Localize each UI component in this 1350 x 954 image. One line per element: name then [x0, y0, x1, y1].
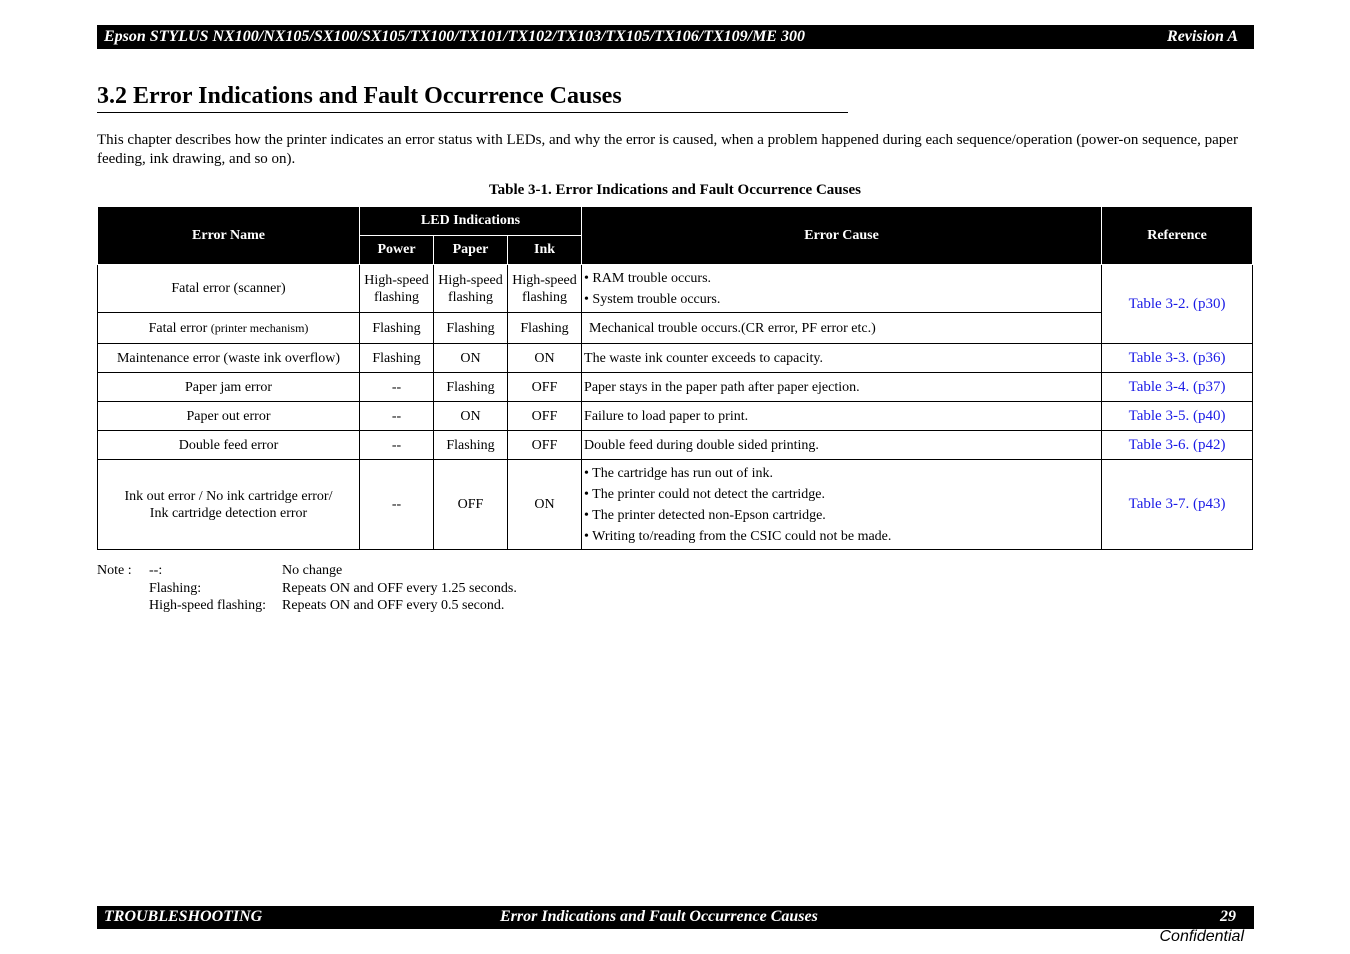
- cell-ink: ON: [508, 460, 582, 550]
- table-caption: Table 3-1. Error Indications and Fault Occurrence Causes: [489, 182, 861, 198]
- cell-ink: OFF: [508, 373, 582, 402]
- note-term: --:: [149, 563, 163, 578]
- header-error-name: Error Name: [98, 207, 360, 265]
- cause-line: • The cartridge has run out of ink.: [584, 465, 773, 481]
- cell-error-cause: Paper stays in the paper path after paper ejection.: [582, 373, 1102, 402]
- cell-error-name: Maintenance error (waste ink overflow): [98, 344, 360, 373]
- header-paper: Paper: [434, 236, 508, 265]
- reference-link[interactable]: Table 3-6. (p42): [1102, 431, 1253, 460]
- note-desc: Repeats ON and OFF every 1.25 seconds.: [282, 580, 517, 596]
- cell-power: Flashing: [360, 344, 434, 373]
- cell-error-cause: The waste ink counter exceeds to capacity.: [582, 344, 1102, 373]
- table-row: [98, 431, 1253, 460]
- cell-ink: ON: [508, 344, 582, 373]
- reference-link[interactable]: Table 3-2. (p30): [1102, 265, 1253, 344]
- cell-paper: ON: [434, 344, 508, 373]
- cell-error-name: [98, 460, 360, 550]
- cell-error-cause: Mechanical trouble occurs.(CR error, PF error etc.): [582, 313, 1102, 344]
- footer-section: Error Indications and Fault Occurrence Causes: [500, 908, 818, 925]
- page-header: [97, 25, 1254, 49]
- note-block: [97, 562, 517, 615]
- note-desc: No change: [282, 563, 343, 578]
- cell-power: --: [360, 431, 434, 460]
- cause-line: • RAM trouble occurs.: [584, 270, 712, 286]
- cell-error-name: Paper jam error: [98, 373, 360, 402]
- note-label: Note :: [97, 563, 132, 578]
- table-row: [98, 373, 1253, 402]
- header-ink: Ink: [508, 236, 582, 265]
- header-reference: Reference: [1102, 207, 1253, 265]
- cell-paper: High-speed flashing: [434, 265, 508, 313]
- cell-paper: Flashing: [434, 431, 508, 460]
- error-name-main: Fatal error: [148, 320, 211, 336]
- cell-paper: ON: [434, 402, 508, 431]
- table-row: [98, 265, 1253, 313]
- confidential-label: Confidential: [1159, 928, 1244, 945]
- cause-line: • System trouble occurs.: [584, 291, 721, 307]
- cell-error-cause: Double feed during double sided printing.: [582, 431, 1102, 460]
- cell-power: High-speed flashing: [360, 265, 434, 313]
- reference-link[interactable]: Table 3-3. (p36): [1102, 344, 1253, 373]
- cell-ink: Flashing: [508, 313, 582, 344]
- page-footer: [97, 906, 1254, 929]
- cell-error-name: [98, 313, 360, 344]
- note-term: High-speed flashing:: [149, 598, 267, 613]
- cell-ink: OFF: [508, 431, 582, 460]
- cell-power: Flashing: [360, 313, 434, 344]
- cell-paper: Flashing: [434, 373, 508, 402]
- cause-line: • The printer detected non-Epson cartridge.: [584, 507, 826, 523]
- error-name-qualifier: (printer mechanism): [210, 320, 309, 335]
- reference-link[interactable]: Table 3-4. (p37): [1102, 373, 1253, 402]
- table-row: [98, 344, 1253, 373]
- error-table: [97, 206, 1253, 550]
- cell-paper: Flashing: [434, 313, 508, 344]
- cell-error-cause: [582, 265, 1102, 313]
- cell-error-name: Fatal error (scanner): [98, 265, 360, 313]
- header-revision: Revision A: [1167, 28, 1238, 45]
- note-desc: Repeats ON and OFF every 0.5 second.: [282, 598, 505, 613]
- cell-error-name: Double feed error: [98, 431, 360, 460]
- cell-paper: OFF: [434, 460, 508, 550]
- cell-error-cause: [582, 460, 1102, 550]
- cell-ink: High-speed flashing: [508, 265, 582, 313]
- table-row: [98, 460, 1253, 550]
- cell-error-cause: Failure to load paper to print.: [582, 402, 1102, 431]
- header-model: Epson STYLUS NX100/NX105/SX100/SX105/TX100/TX101/TX102/TX103/TX105/TX106/TX109/ME 300: [104, 28, 805, 45]
- error-name-line: Ink cartridge detection error: [149, 505, 308, 521]
- cause-line: • The printer could not detect the cartridge.: [584, 486, 826, 502]
- cause-line: • Writing to/reading from the CSIC could not be made.: [584, 528, 892, 544]
- cell-ink: OFF: [508, 402, 582, 431]
- header-led-indications: LED Indications: [360, 207, 582, 236]
- footer-page-number: 29: [1220, 908, 1236, 925]
- section-title: 3.2 Error Indications and Fault Occurrence Causes: [97, 82, 848, 113]
- table-row: [98, 402, 1253, 431]
- cell-power: --: [360, 402, 434, 431]
- footer-chapter: TROUBLESHOOTING: [104, 908, 263, 925]
- section-intro: This chapter describes how the printer indicates an error status with LEDs, and why the error is caused, when a problem happened during each sequence/operation (power-on sequence, paper feeding, ink drawing, and so on).: [97, 132, 1238, 167]
- note-term: Flashing:: [149, 580, 202, 596]
- table-row: [98, 313, 1253, 344]
- cell-power: --: [360, 373, 434, 402]
- error-name-line: Ink out error / No ink cartridge error/: [124, 488, 333, 504]
- cell-power: --: [360, 460, 434, 550]
- header-error-cause: Error Cause: [582, 207, 1102, 265]
- reference-link[interactable]: Table 3-5. (p40): [1102, 402, 1253, 431]
- cell-error-name: Paper out error: [98, 402, 360, 431]
- header-power: Power: [360, 236, 434, 265]
- reference-link[interactable]: Table 3-7. (p43): [1102, 460, 1253, 550]
